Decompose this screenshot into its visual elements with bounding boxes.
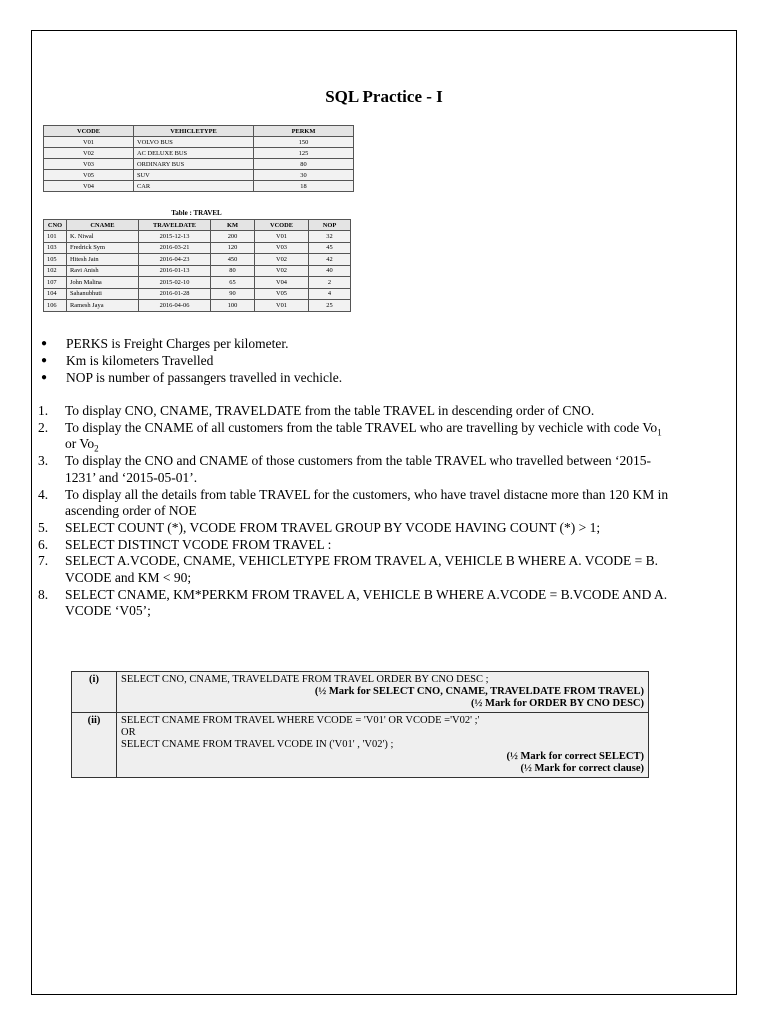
question-number: 6.	[38, 536, 49, 552]
table-row	[44, 254, 351, 266]
question-text: SELECT A.VCODE, CNAME, VEHICLETYPE FROM TRAVEL A, VEHICLE B WHERE A. VCODE = B. VCODE and KM < 90;	[65, 553, 659, 586]
table-row	[44, 181, 354, 192]
table-cell: V05	[44, 170, 134, 181]
table-row	[44, 242, 351, 254]
table-cell: 2016-03-21	[139, 242, 211, 254]
answer-cell	[117, 672, 649, 713]
table-cell: 2015-12-13	[139, 231, 211, 243]
table-header-row	[44, 126, 354, 137]
questions-list	[38, 403, 670, 620]
question-text: To display all the details from table TRAVEL for the customers, who have travel distacne more than 120 KM in ascending order of NOE	[65, 486, 669, 519]
question-text: SELECT CNAME, KM*PERKM FROM TRAVEL A, VEHICLE B WHERE A.VCODE = B.VCODE AND A. VCODE ‘V05’;	[65, 586, 668, 619]
question-text: SELECT DISTINCT VCODE FROM TRAVEL :	[65, 536, 332, 552]
table-cell: 104	[44, 288, 67, 300]
column-header: CNO	[44, 220, 67, 231]
list-item	[38, 587, 670, 620]
table-cell: V05	[255, 288, 309, 300]
table-cell: 200	[211, 231, 255, 243]
table-cell: 106	[44, 300, 67, 312]
list-item	[41, 352, 342, 369]
table-cell: 105	[44, 254, 67, 266]
list-item	[38, 453, 670, 486]
question-text: To display the CNAME of all customers from the table TRAVEL who are travelling by vechicle with code Vo	[65, 419, 658, 435]
table-cell: V02	[255, 265, 309, 277]
question-number: 8.	[38, 586, 49, 602]
answer-table	[71, 671, 649, 778]
bullet-icon: ●	[41, 355, 48, 366]
table-row	[44, 170, 354, 181]
table-cell: 90	[211, 288, 255, 300]
answer-label: (ii)	[72, 713, 117, 778]
table-cell: 25	[309, 300, 351, 312]
note-text: NOP is number of passangers travelled in vechicle.	[66, 370, 343, 385]
mark-note: (½ Mark for SELECT CNO, CNAME, TRAVELDATE FROM TRAVEL)	[314, 686, 644, 697]
column-header: VCODE	[44, 126, 134, 137]
table-row	[44, 159, 354, 170]
table-row	[44, 231, 351, 243]
table-cell: 450	[211, 254, 255, 266]
table-cell: 18	[254, 181, 354, 192]
column-header: CNAME	[67, 220, 139, 231]
list-item	[38, 420, 670, 453]
table-cell: V02	[44, 148, 134, 159]
table-cell: 2016-04-06	[139, 300, 211, 312]
table-cell: Fredrick Sym	[67, 242, 139, 254]
question-number: 1.	[38, 403, 49, 418]
table-cell: 2015-02-10	[139, 277, 211, 289]
question-text: or Vo	[65, 436, 95, 452]
table-cell: 65	[211, 277, 255, 289]
mark-note: (½ Mark for correct SELECT)	[506, 751, 644, 762]
bullet-icon: ●	[41, 372, 48, 383]
column-header: KM	[211, 220, 255, 231]
table-cell: CAR	[134, 181, 254, 192]
page-title: SQL Practice - I	[325, 87, 443, 106]
travel-table-caption: Table : TRAVEL	[171, 209, 222, 217]
answer-query: SELECT CNO, CNAME, TRAVELDATE FROM TRAVEL ORDER BY CNO DESC ;	[121, 674, 489, 685]
answer-or: OR	[121, 727, 136, 738]
table-cell: Sahanubhuti	[67, 288, 139, 300]
table-cell: V01	[44, 137, 134, 148]
question-number: 4.	[38, 486, 49, 502]
table-cell: V01	[255, 231, 309, 243]
table-cell: ORDINARY BUS	[134, 159, 254, 170]
vehicle-table	[43, 125, 354, 192]
bullet-icon: ●	[41, 338, 48, 349]
table-cell: Hitesh Jain	[67, 254, 139, 266]
table-cell: V02	[255, 254, 309, 266]
table-cell: 2016-04-23	[139, 254, 211, 266]
table-row	[44, 277, 351, 289]
table-cell: Ravi Anish	[67, 265, 139, 277]
table-cell: 42	[309, 254, 351, 266]
table-cell: John Malina	[67, 277, 139, 289]
column-header: VEHICLETYPE	[134, 126, 254, 137]
table-cell: 40	[309, 265, 351, 277]
table-cell: VOLVO BUS	[134, 137, 254, 148]
table-cell: 32	[309, 231, 351, 243]
table-cell: V04	[44, 181, 134, 192]
table-cell: 30	[254, 170, 354, 181]
table-cell: 107	[44, 277, 67, 289]
question-number: 2.	[38, 419, 49, 435]
question-text: To display CNO, CNAME, TRAVELDATE from the table TRAVEL in descending order of CNO.	[65, 403, 595, 418]
table-cell: V04	[255, 277, 309, 289]
table-cell: AC DELUXE BUS	[134, 148, 254, 159]
table-cell: 2016-01-28	[139, 288, 211, 300]
list-item	[41, 369, 342, 386]
table-cell: 101	[44, 231, 67, 243]
table-row	[44, 148, 354, 159]
table-cell: 100	[211, 300, 255, 312]
column-header: PERKM	[254, 126, 354, 137]
mark-note: (½ Mark for ORDER BY CNO DESC)	[471, 698, 644, 709]
subscript: 2	[94, 444, 99, 455]
travel-table	[43, 219, 351, 312]
list-item	[38, 487, 670, 520]
question-number: 3.	[38, 453, 49, 469]
question-text: SELECT COUNT (*), VCODE FROM TRAVEL GROUP BY VCODE HAVING COUNT (*) > 1;	[65, 519, 601, 535]
table-row	[44, 137, 354, 148]
answer-query: SELECT CNAME FROM TRAVEL WHERE VCODE = 'V01' OR VCODE ='V02' ;'	[121, 715, 480, 726]
table-row	[72, 672, 649, 713]
note-text: Km is kilometers Travelled	[66, 353, 214, 368]
table-cell: Ramesh Jaya	[67, 300, 139, 312]
table-row	[44, 300, 351, 312]
table-header-row	[44, 220, 351, 231]
table-cell: 2	[309, 277, 351, 289]
table-cell: 125	[254, 148, 354, 159]
question-number: 5.	[38, 519, 49, 535]
table-cell: 2016-01-13	[139, 265, 211, 277]
table-row	[44, 288, 351, 300]
table-cell: SUV	[134, 170, 254, 181]
table-cell: V03	[44, 159, 134, 170]
answer-cell	[117, 713, 649, 778]
table-cell: K. Niwal	[67, 231, 139, 243]
answer-query: SELECT CNAME FROM TRAVEL VCODE IN ('V01' , 'V02') ;	[121, 739, 394, 750]
table-cell: 45	[309, 242, 351, 254]
column-header: TRAVELDATE	[139, 220, 211, 231]
table-cell: 120	[211, 242, 255, 254]
question-number: 7.	[38, 553, 49, 569]
question-text: To display the CNO and CNAME of those customers from the table TRAVEL who travelled between ‘2015-1231’ and ‘2015-05-01’.	[65, 453, 651, 485]
table-cell: 102	[44, 265, 67, 277]
list-item	[38, 520, 670, 537]
table-cell: 150	[254, 137, 354, 148]
column-header: VCODE	[255, 220, 309, 231]
subscript: 1	[657, 427, 662, 438]
document-page	[31, 30, 737, 995]
table-row	[72, 713, 649, 778]
table-cell: 103	[44, 242, 67, 254]
table-cell: 80	[211, 265, 255, 277]
list-item	[41, 335, 342, 352]
note-text: PERKS is Freight Charges per kilometer.	[66, 336, 289, 351]
table-cell: V01	[255, 300, 309, 312]
list-item	[38, 553, 670, 586]
table-cell: 4	[309, 288, 351, 300]
answer-label: (i)	[72, 672, 117, 713]
mark-note: (½ Mark for correct clause)	[520, 763, 644, 774]
notes-list	[41, 335, 342, 386]
list-item	[38, 537, 670, 554]
table-row	[44, 265, 351, 277]
list-item	[38, 403, 670, 420]
table-cell: V03	[255, 242, 309, 254]
table-cell: 80	[254, 159, 354, 170]
column-header: NOP	[309, 220, 351, 231]
